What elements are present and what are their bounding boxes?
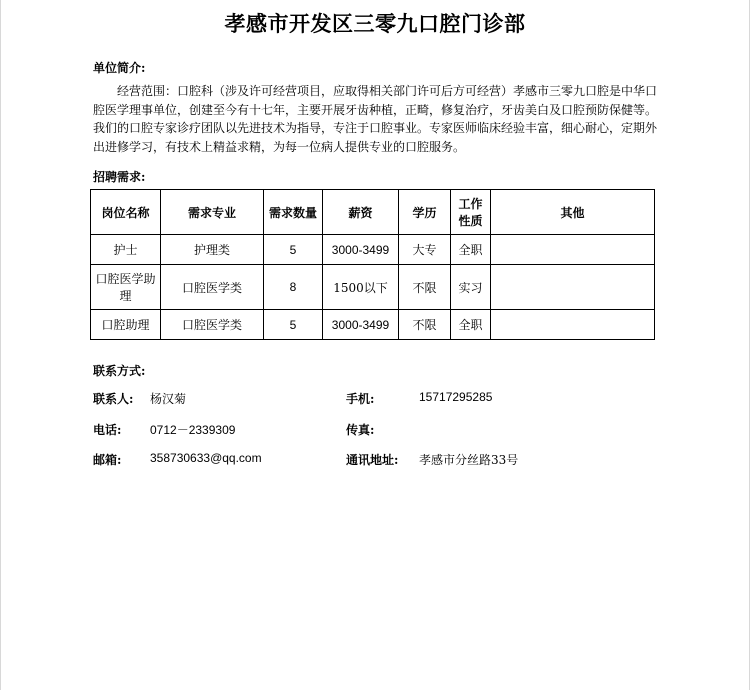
intro-heading: 单位简介:	[93, 61, 146, 75]
header-job-type: 工作性质	[451, 190, 491, 235]
header-major: 需求专业	[161, 190, 264, 235]
header-quantity: 需求数量	[264, 190, 323, 235]
contact-person-value: 杨汉菊	[150, 392, 187, 406]
cell-job-type: 实习	[451, 265, 491, 310]
header-other: 其他	[491, 190, 655, 235]
phone-value: 0712－2339309	[150, 423, 236, 437]
contact-person-label: 联系人:	[93, 392, 134, 406]
email-label: 邮箱:	[93, 453, 122, 467]
cell-education: 大专	[399, 235, 451, 265]
cell-job-type: 全职	[451, 310, 491, 340]
table-row	[91, 265, 655, 310]
page-edge-left	[0, 0, 1, 690]
cell-quantity: 5	[264, 310, 323, 340]
fax-label: 传真:	[346, 423, 375, 437]
cell-salary: 3000-3499	[323, 235, 399, 265]
header-education: 学历	[399, 190, 451, 235]
cell-quantity: 5	[264, 235, 323, 265]
cell-other	[491, 310, 655, 340]
cell-other	[491, 265, 655, 310]
phone-label: 电话:	[93, 423, 122, 437]
cell-major: 口腔医学类	[161, 310, 264, 340]
header-position: 岗位名称	[91, 190, 161, 235]
contact-heading: 联系方式:	[93, 364, 146, 378]
cell-position: 护士	[91, 235, 161, 265]
table-header-row	[91, 190, 655, 235]
address-label: 通讯地址:	[346, 453, 399, 467]
table-row	[91, 235, 655, 265]
intro-paragraph: 经营范围：口腔科（涉及许可经营项目，应取得相关部门许可后方可经营）孝感市三零九口腔是中华口腔医学理事单位，创建至今有十七年，主要开展牙齿种植，正畸，修复治疗，牙齿美白及口腔预防保健等。我们的口腔专家诊疗团队以先进技术为指导，专注于口腔事业。专家医师临床经验丰富，细心耐心，定期外出进修学习，有技术上精益求精，为每一位病人提供专业的口腔服务。	[93, 84, 658, 154]
mobile-value: 15717295285	[419, 390, 493, 404]
cell-salary: 1500以下	[323, 265, 399, 310]
cell-education: 不限	[399, 265, 451, 310]
cell-salary: 3000-3499	[323, 310, 399, 340]
cell-position: 口腔助理	[91, 310, 161, 340]
cell-position: 口腔医学助理	[91, 265, 161, 310]
document-title: 孝感市开发区三零九口腔门诊部	[224, 11, 526, 36]
mobile-label: 手机:	[346, 392, 375, 406]
header-salary: 薪资	[323, 190, 399, 235]
recruit-heading: 招聘需求:	[93, 170, 146, 184]
email-value: 358730633@qq.com	[150, 451, 262, 465]
recruitment-table	[90, 189, 655, 340]
address-value: 孝感市分丝路33号	[419, 453, 519, 467]
cell-major: 护理类	[161, 235, 264, 265]
cell-education: 不限	[399, 310, 451, 340]
cell-major: 口腔医学类	[161, 265, 264, 310]
cell-quantity: 8	[264, 265, 323, 310]
cell-other	[491, 235, 655, 265]
cell-job-type: 全职	[451, 235, 491, 265]
table-row	[91, 310, 655, 340]
